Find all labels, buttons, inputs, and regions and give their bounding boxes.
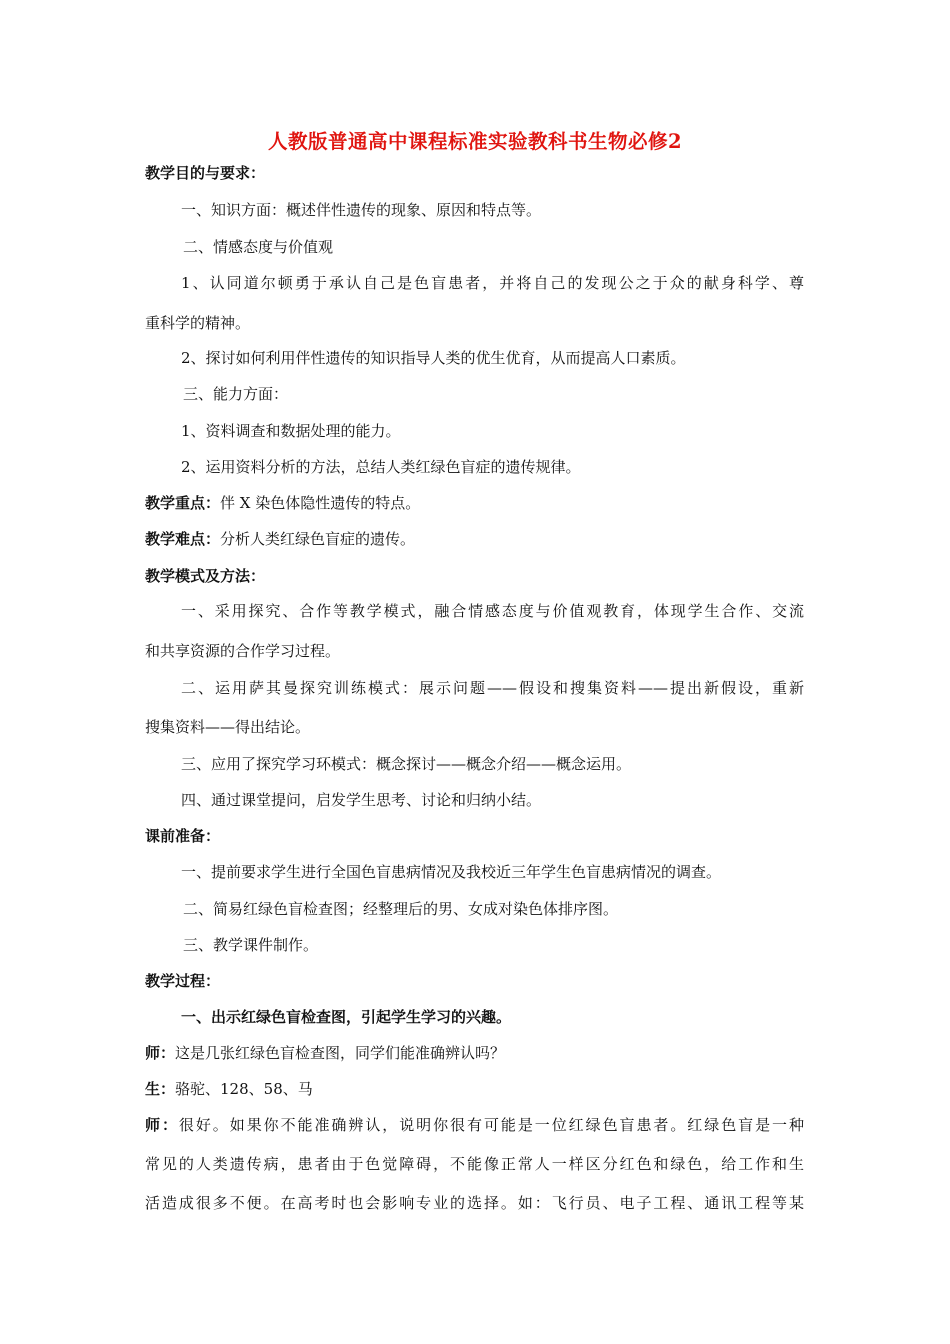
mode-4: 四、通过课堂提问，启发学生思考、讨论和归纳小结。 bbox=[181, 791, 542, 809]
process-step-1: 一、出示红绿色盲检查图，引起学生学习的兴趣。 bbox=[181, 1008, 512, 1026]
objective-emotion-2: 2、探讨如何利用伴性遗传的知识指导人类的优生优育，从而提高人口素质。 bbox=[181, 349, 686, 367]
student-1-text: 骆驼、128、58、马 bbox=[175, 1080, 313, 1098]
teacher-1-text: 这是几张红绿色盲检查图，同学们能准确辨认吗？ bbox=[175, 1044, 506, 1062]
teacher-label: 师： bbox=[145, 1044, 176, 1062]
objective-ability-1: 1、资料调查和数据处理的能力。 bbox=[181, 422, 401, 440]
document-title: 人教版普通高中课程标准实验教科书生物必修2 bbox=[267, 130, 683, 153]
mode-3: 三、应用了探究学习环模式：概念探讨——概念介绍——概念运用。 bbox=[181, 755, 632, 773]
key-point-label: 教学重点： bbox=[145, 494, 221, 512]
teacher-2-text-line-1: 很好。如果你不能准确辨认，说明你很有可能是一位红绿色盲患者。红绿色盲是一种 bbox=[178, 1116, 804, 1134]
prep-3: 三、教学课件制作。 bbox=[183, 936, 319, 954]
objectives-heading: 教学目的与要求： bbox=[145, 164, 266, 182]
objective-knowledge: 一、知识方面：概述伴性遗传的现象、原因和特点等。 bbox=[181, 201, 542, 219]
objective-ability-2: 2、运用资料分析的方法，总结人类红绿色盲症的遗传规律。 bbox=[181, 458, 581, 476]
mode-2-line-2: 搜集资料——得出结论。 bbox=[145, 718, 311, 736]
dialogue-student-1 bbox=[145, 1078, 313, 1100]
objective-emotion-heading: 二、情感态度与价值观 bbox=[183, 238, 334, 256]
objective-ability-heading: 三、能力方面： bbox=[183, 385, 289, 403]
mode-2-line-1: 二、运用萨其曼探究训练模式：展示问题——假设和搜集资料——提出新假设，重新 bbox=[181, 679, 804, 697]
prep-heading: 课前准备： bbox=[145, 827, 221, 845]
dialogue-teacher-2-line-2: 常见的人类遗传病，患者由于色觉障碍，不能像正常人一样区分红色和绿色，给工作和生 bbox=[145, 1155, 804, 1173]
difficulty-text: 分析人类红绿色盲症的遗传。 bbox=[220, 530, 416, 548]
difficulty-label: 教学难点： bbox=[145, 530, 221, 548]
difficulty bbox=[145, 528, 415, 550]
mode-1-line-1: 一、采用探究、合作等教学模式，融合情感态度与价值观教育，体现学生合作、交流 bbox=[181, 602, 804, 620]
objective-emotion-1-line-2: 重科学的精神。 bbox=[145, 314, 251, 332]
key-point-text: 伴 X 染色体隐性遗传的特点。 bbox=[220, 494, 421, 512]
prep-1: 一、提前要求学生进行全国色盲患病情况及我校近三年学生色盲患病情况的调查。 bbox=[181, 863, 722, 881]
key-point bbox=[145, 492, 420, 514]
teacher-label: 师： bbox=[145, 1116, 179, 1134]
dialogue-teacher-2-line-1 bbox=[145, 1114, 804, 1136]
prep-2: 二、简易红绿色盲检查图；经整理后的男、女成对染色体排序图。 bbox=[183, 900, 619, 918]
mode-1-line-2: 和共享资源的合作学习过程。 bbox=[145, 642, 341, 660]
process-heading: 教学过程： bbox=[145, 972, 221, 990]
mode-heading: 教学模式及方法： bbox=[145, 567, 266, 585]
student-label: 生： bbox=[145, 1080, 176, 1098]
dialogue-teacher-1 bbox=[145, 1042, 505, 1064]
dialogue-teacher-2-line-3: 活造成很多不便。在高考时也会影响专业的选择。如：飞行员、电子工程、通讯工程等某 bbox=[145, 1194, 804, 1212]
objective-emotion-1-line-1: 1、认同道尔顿勇于承认自己是色盲患者，并将自己的发现公之于众的献身科学、尊 bbox=[181, 274, 804, 292]
